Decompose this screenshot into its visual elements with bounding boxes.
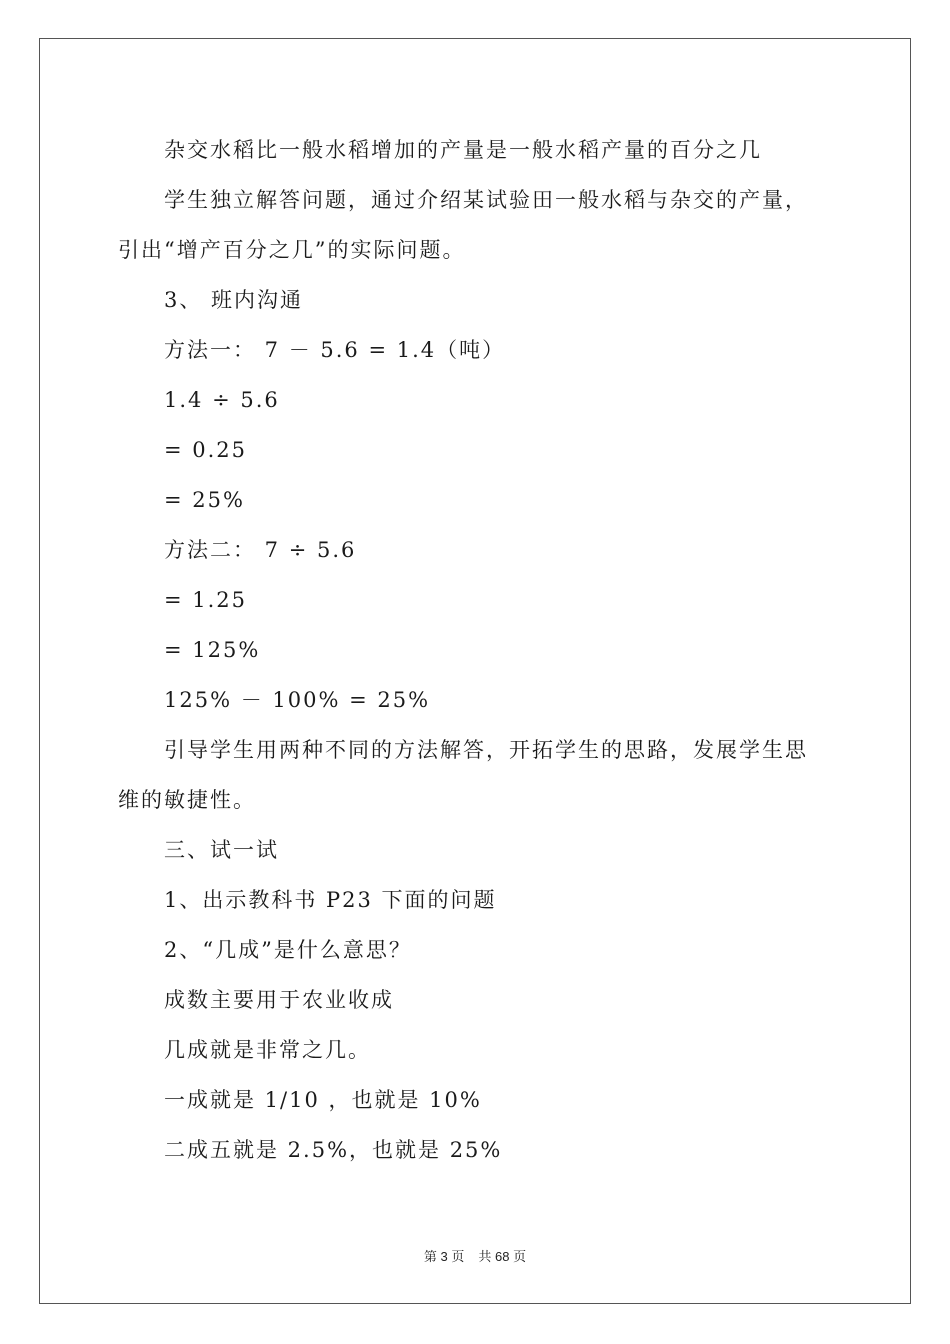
section-heading: 三、试一试 bbox=[164, 838, 279, 862]
paragraph-line: 引导学生用两种不同的方法解答，开拓学生的思路，发展学生思 bbox=[164, 738, 808, 762]
equation-line: 方法一： 7 － 5.6 = 1.4（吨） bbox=[164, 338, 506, 362]
paragraph-line: 几成就是非常之几。 bbox=[164, 1038, 371, 1062]
page-total: 共 68 页 bbox=[478, 1249, 527, 1264]
equation-line: 方法二： 7 ÷ 5.6 bbox=[164, 538, 357, 562]
paragraph-line: 二成五就是 2.5%，也就是 25% bbox=[164, 1138, 503, 1162]
page-border bbox=[39, 38, 911, 1304]
paragraph-line: 杂交水稻比一般水稻增加的产量是一般水稻产量的百分之几 bbox=[164, 138, 762, 162]
paragraph-line: 学生独立解答问题，通过介绍某试验田一般水稻与杂交的产量， bbox=[164, 188, 808, 212]
equation-line: = 0.25 bbox=[164, 438, 248, 462]
section-heading: 3、 班内沟通 bbox=[164, 288, 304, 312]
equation-line: = 1.25 bbox=[164, 588, 248, 612]
page-number: 第 3 页 bbox=[423, 1249, 465, 1264]
page-footer bbox=[0, 1248, 950, 1266]
paragraph-line: 引出“增产百分之几”的实际问题。 bbox=[118, 238, 466, 262]
equation-line: = 125% bbox=[164, 638, 261, 662]
paragraph-line: 1、出示教科书 P23 下面的问题 bbox=[164, 888, 497, 912]
paragraph-line: 一成就是 1/10 ，也就是 10% bbox=[164, 1088, 482, 1112]
equation-line: 125% － 100% = 25% bbox=[164, 688, 431, 712]
equation-line: = 25% bbox=[164, 488, 245, 512]
paragraph-line: 维的敏捷性。 bbox=[118, 788, 256, 812]
equation-line: 1.4 ÷ 5.6 bbox=[164, 388, 280, 412]
paragraph-line: 2、“几成”是什么意思？ bbox=[164, 938, 412, 962]
paragraph-line: 成数主要用于农业收成 bbox=[164, 988, 394, 1012]
